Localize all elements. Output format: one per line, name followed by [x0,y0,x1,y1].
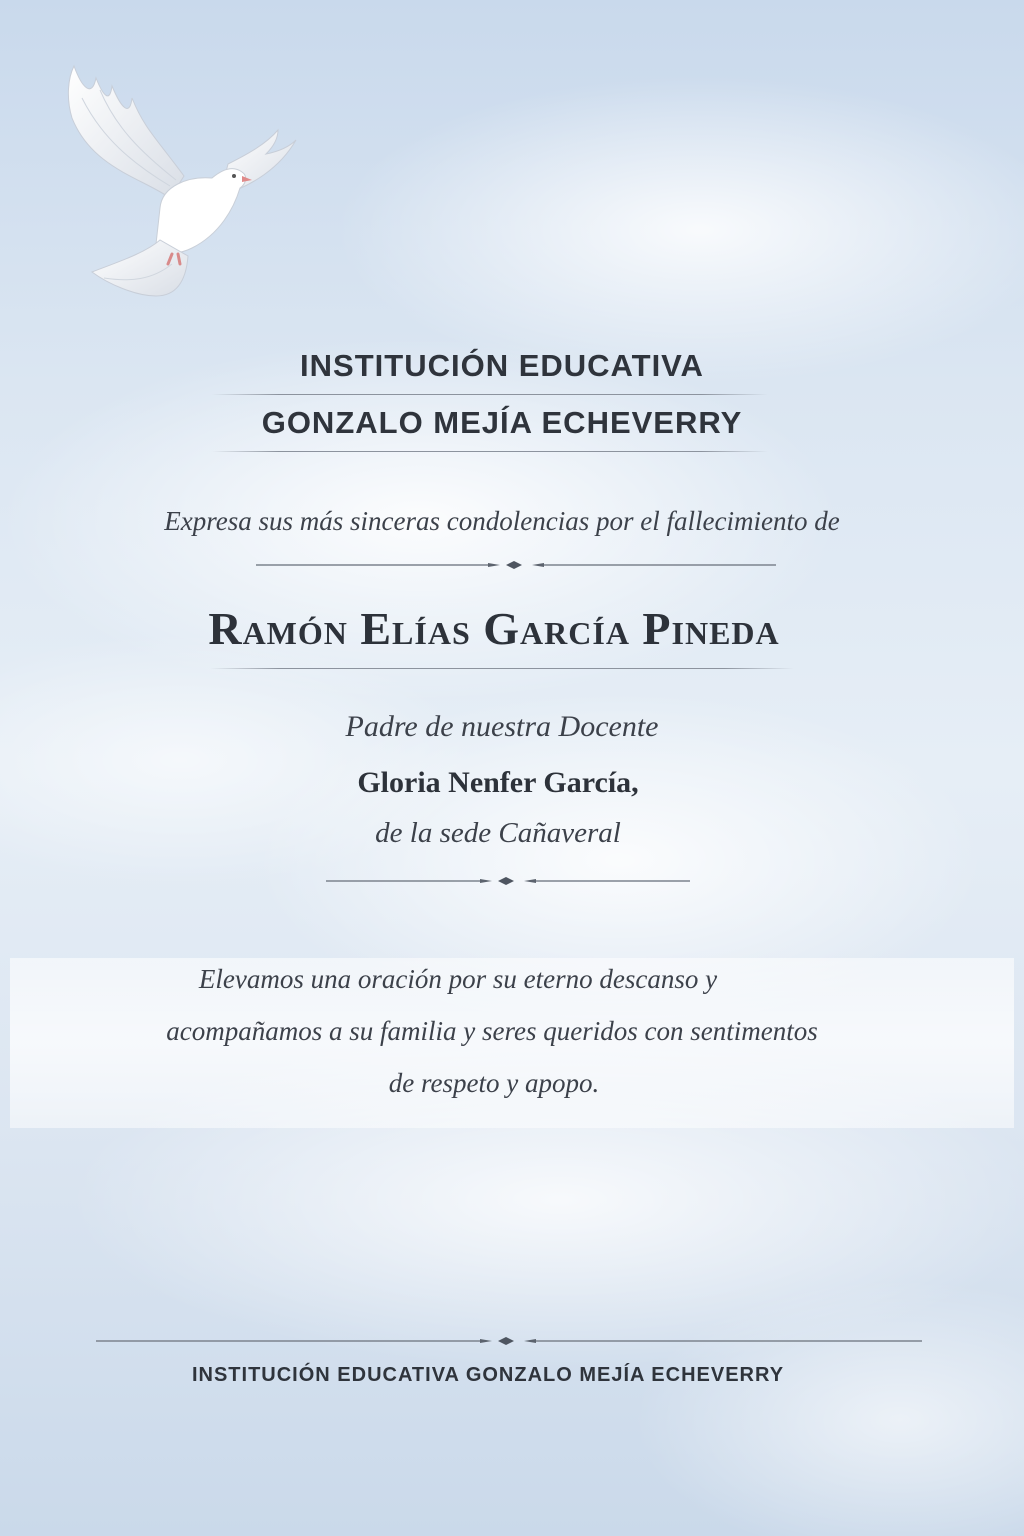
ornament-divider-icon [256,557,776,573]
ornament-divider-icon [96,1333,922,1349]
teacher-name: Gloria Nenfer García, [357,766,639,799]
deceased-name: Ramón Elías García Pineda [208,603,780,654]
message-line2: acompañamos a su familia y seres queridos con sentimentos [166,1016,818,1046]
campus-text: de la sede Cañaveral [375,817,621,849]
ornament-divider-icon [326,873,690,889]
condolence-intro: Expresa sus más sinceras condolencias por el fallecimiento de [164,506,840,536]
dove-icon [52,58,312,318]
institution-title-line1: INSTITUCIÓN EDUCATIVA [300,348,704,383]
title-underline [212,451,768,452]
title-divider [212,394,768,395]
institution-title-line2: GONZALO MEJÍA ECHEVERRY [261,405,743,440]
footer-institution-name: INSTITUCIÓN EDUCATIVA GONZALO MEJÍA ECHEVERRY [191,1364,785,1386]
name-underline [210,668,794,669]
message-line3: de respeto y apopo. [388,1068,600,1098]
relation-text: Padre de nuestra Docente [345,710,659,743]
message-line1: Elevamos una oración por su eterno descanso y [198,964,718,994]
